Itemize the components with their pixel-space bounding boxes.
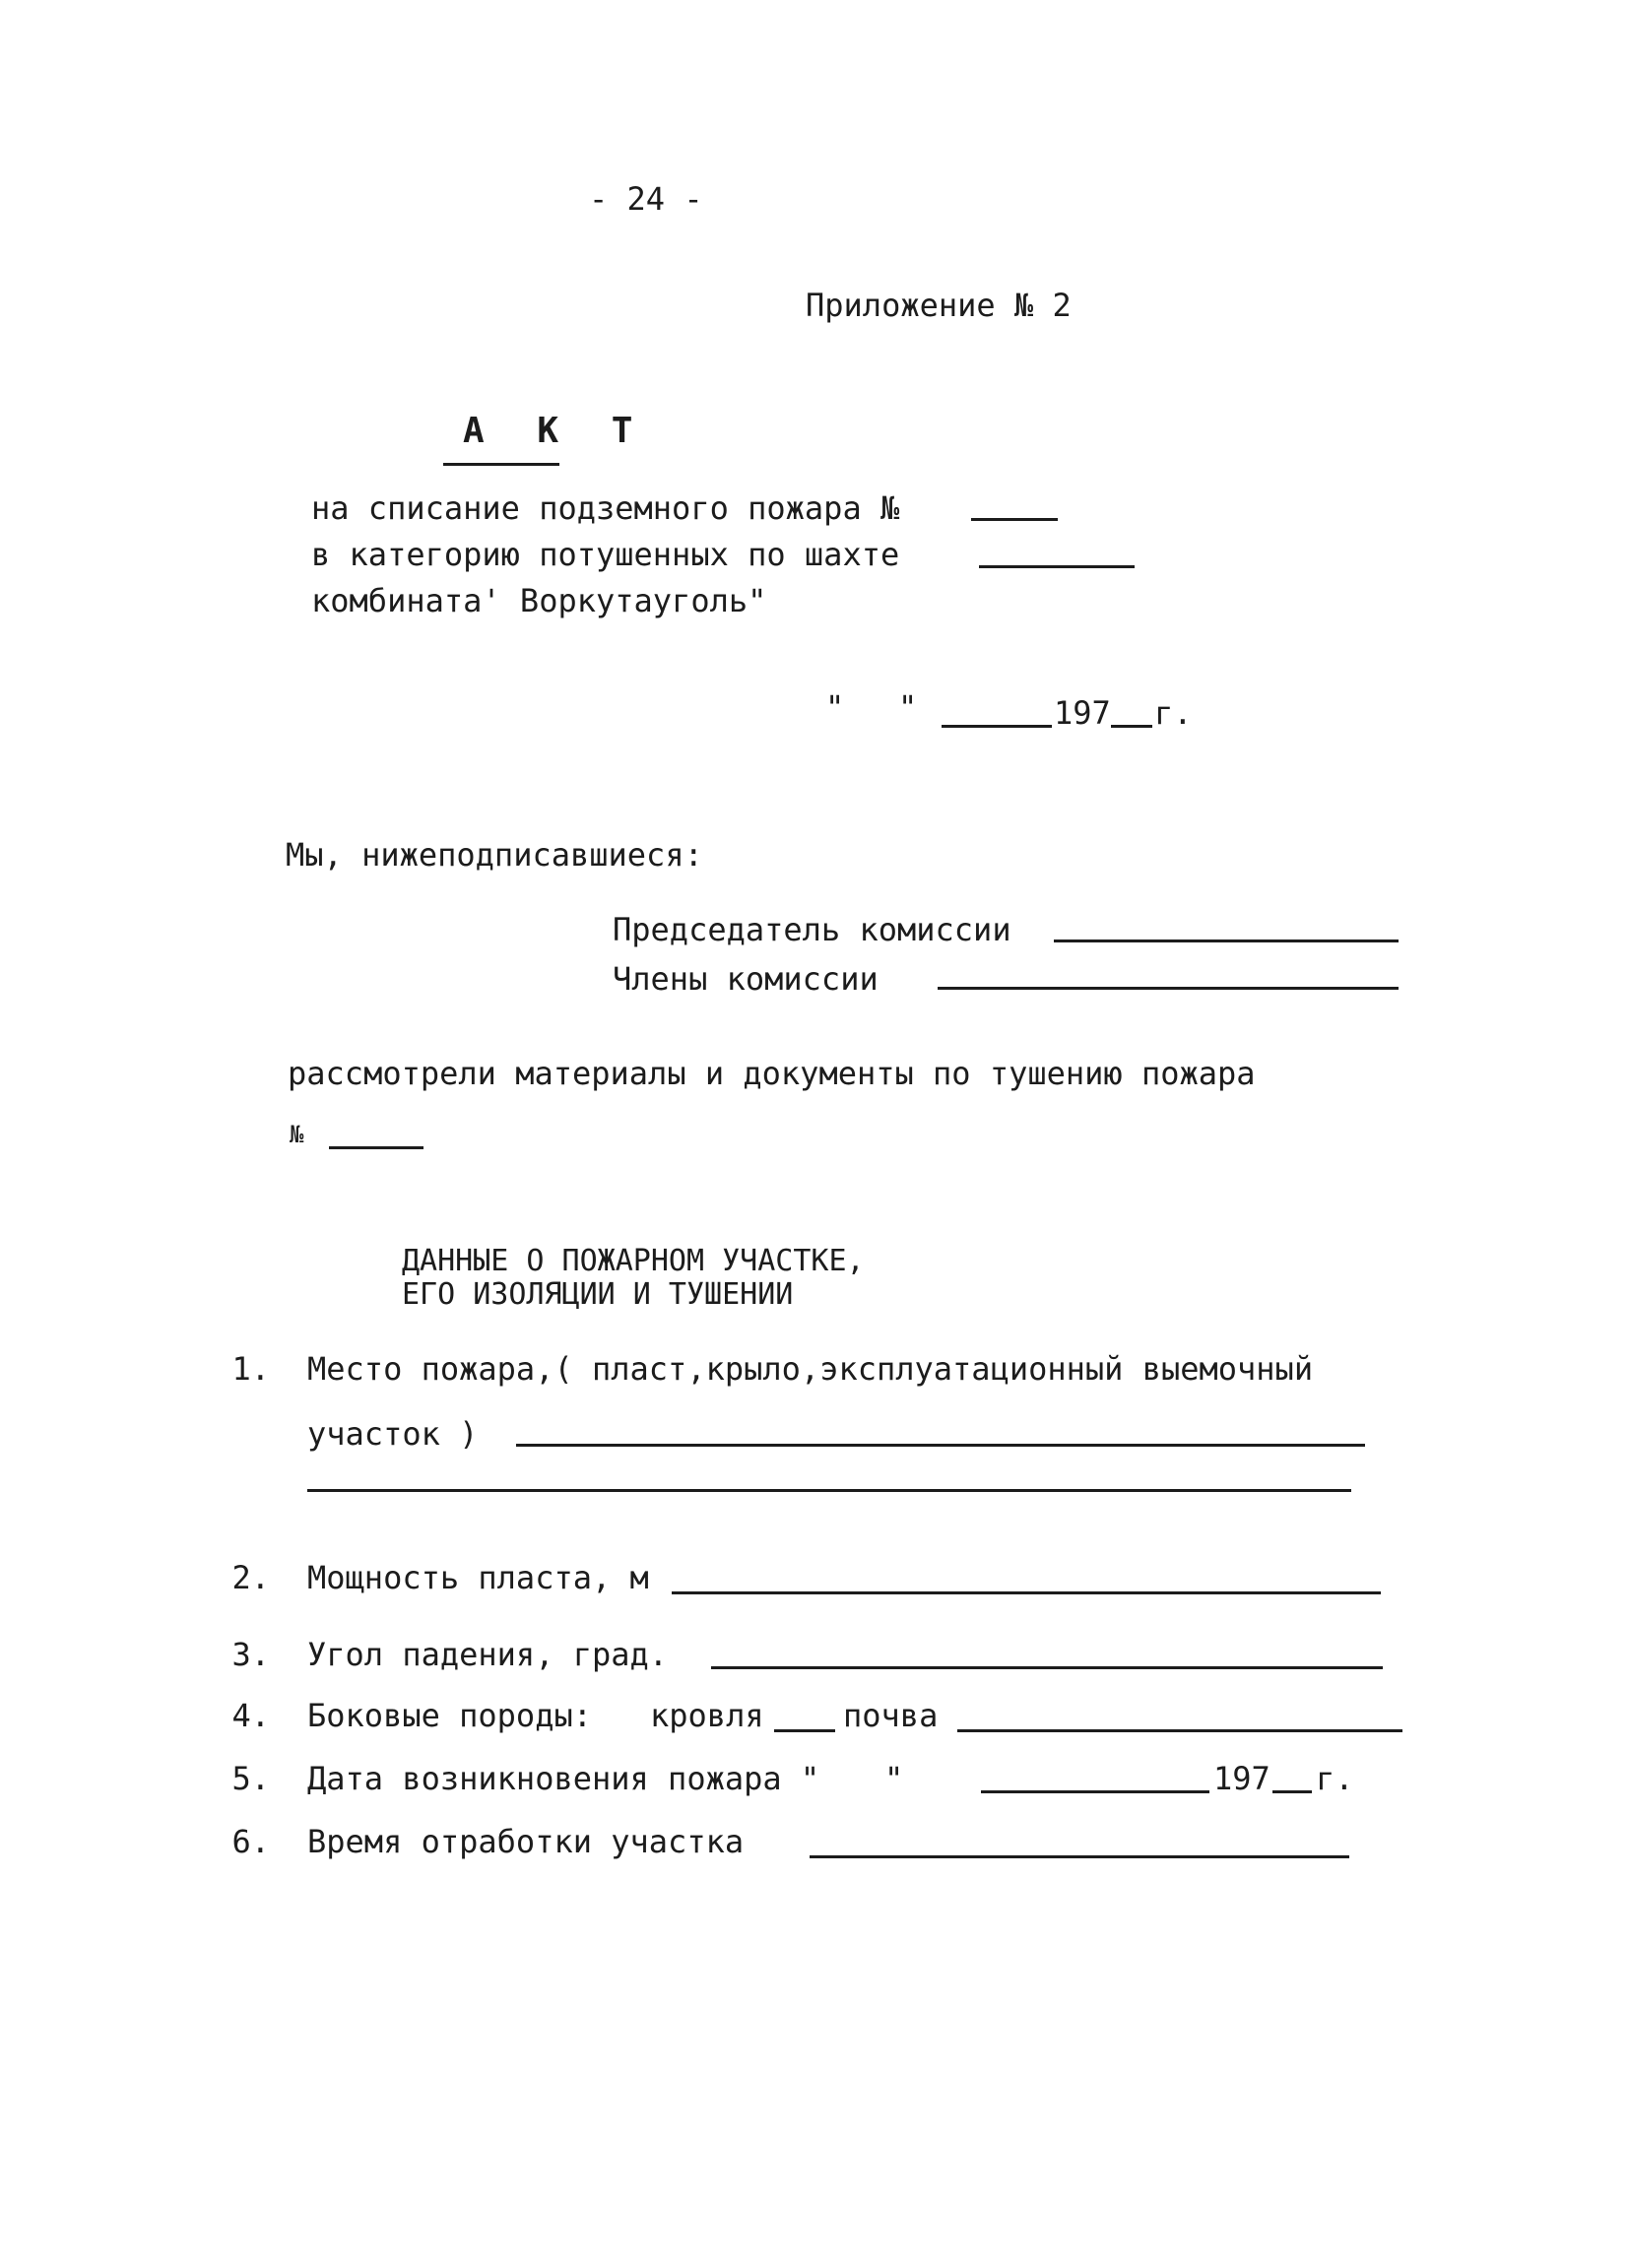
date-close-quote: " <box>898 688 918 726</box>
item-5-close-quote: " <box>884 1760 904 1797</box>
item-6-blank <box>810 1855 1349 1858</box>
act-title: А К Т <box>463 411 649 451</box>
item-3-blank <box>711 1666 1383 1669</box>
review-text: рассмотрели материалы и документы по тушению пожара <box>288 1055 1256 1092</box>
act-title-underline <box>443 463 559 466</box>
date-year-prefix: 197 <box>1054 694 1111 732</box>
fire-number-blank <box>971 518 1058 521</box>
act-line-3: комбината' Воркутауголь" <box>311 582 767 619</box>
section-heading-line-2: ЕГО ИЗОЛЯЦИИ И ТУШЕНИИ <box>402 1277 794 1312</box>
item-4-text: Боковые породы: <box>307 1697 592 1734</box>
chairman-label: Председатель комиссии <box>613 911 1011 948</box>
item-1-blank-2 <box>307 1489 1351 1492</box>
item-4-number: 4. <box>231 1697 270 1734</box>
item-5-year-blank <box>1272 1790 1312 1793</box>
mine-name-blank <box>979 565 1135 568</box>
item-5-year-prefix: 197 <box>1213 1760 1270 1797</box>
section-heading-line-1: ДАННЫЕ О ПОЖАРНОМ УЧАСТКЕ, <box>402 1244 865 1278</box>
date-open-quote: " <box>825 688 845 726</box>
item-1-blank-1 <box>516 1444 1365 1447</box>
act-line-2: в категорию потушенных по шахте <box>311 536 900 573</box>
item-6-number: 6. <box>231 1823 270 1860</box>
item-1-text-continued: участок ) <box>307 1415 479 1453</box>
item-5-number: 5. <box>231 1760 270 1797</box>
page-number: - 24 - <box>589 180 703 218</box>
chairman-blank <box>1054 940 1399 942</box>
item-4-floor-blank <box>957 1729 1402 1732</box>
item-4-roof-blank <box>774 1729 835 1732</box>
item-2-number: 2. <box>231 1559 270 1596</box>
signatories-intro: Мы, нижеподписавшиеся: <box>286 836 703 874</box>
members-blank <box>938 987 1399 990</box>
item-3-text: Угол падения, град. <box>307 1636 669 1673</box>
act-line-1: на списание подземного пожара № <box>311 489 900 527</box>
item-2-text: Мощность пласта, м <box>307 1559 649 1596</box>
item-6-text: Время отработки участка <box>307 1823 745 1860</box>
date-year-suffix: г. <box>1154 694 1193 732</box>
item-1-text: Место пожара,( пласт,крыло,эксплуатационный выемочный <box>307 1350 1314 1388</box>
item-5-text: Дата возникновения пожара " <box>307 1760 820 1797</box>
item-4-roof-label: кровля <box>650 1697 764 1734</box>
item-1-number: 1. <box>231 1350 270 1388</box>
review-number-blank <box>329 1146 423 1149</box>
item-5-year-suffix: г. <box>1316 1760 1354 1797</box>
item-3-number: 3. <box>231 1636 270 1673</box>
appendix-label: Приложение № 2 <box>806 287 1072 324</box>
members-label: Члены комиссии <box>613 960 879 998</box>
date-day-month-blank <box>942 725 1052 728</box>
date-year-blank <box>1111 725 1152 728</box>
item-2-blank <box>672 1591 1381 1594</box>
item-4-floor-label: почва <box>843 1697 939 1734</box>
review-number-sign: № <box>290 1121 304 1148</box>
item-5-date-blank <box>981 1790 1209 1793</box>
